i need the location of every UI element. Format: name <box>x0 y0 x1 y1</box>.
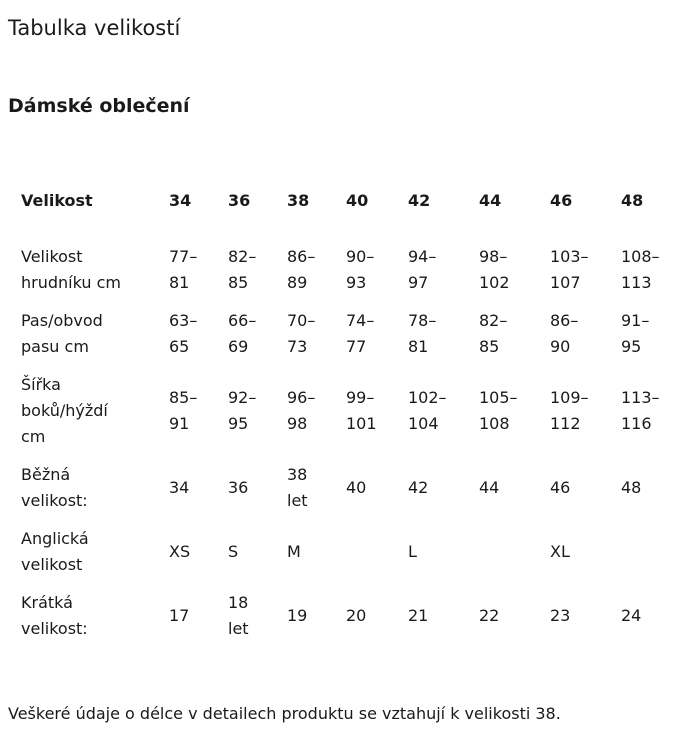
row-label: Velikost hrudníku cm <box>21 247 121 292</box>
table-cell: 38 let <box>287 465 308 510</box>
table-cell: M <box>287 542 301 561</box>
row-label: Šířka boků/hýždí cm <box>21 375 108 446</box>
table-cell: 82– 85 <box>228 247 257 292</box>
table-cell: 20 <box>346 606 367 625</box>
table-cell: 22 <box>479 606 500 625</box>
row-label: Pas/obvod pasu cm <box>21 311 103 356</box>
table-cell: 23 <box>550 606 571 625</box>
table-cell: 102– 104 <box>408 388 447 433</box>
header-size: 38 <box>287 191 310 210</box>
table-cell: 74– 77 <box>346 311 375 356</box>
table-cell: 19 <box>287 606 308 625</box>
table-cell: 103– 107 <box>550 247 589 292</box>
table-cell: 78– 81 <box>408 311 437 356</box>
table-header-row <box>8 176 691 238</box>
table-cell: 36 <box>228 478 249 497</box>
row-label: Běžná velikost: <box>21 465 88 510</box>
table-cell: 86– 89 <box>287 247 316 292</box>
table-row <box>8 302 691 366</box>
table-cell: 105– 108 <box>479 388 518 433</box>
table-cell: 108– 113 <box>621 247 660 292</box>
table-cell <box>621 520 691 584</box>
header-size: 42 <box>408 191 431 210</box>
footnote: Veškeré údaje o délce v detailech produktu se vztahují k velikosti 38. <box>8 704 561 723</box>
table-cell: 92– 95 <box>228 388 257 433</box>
row-label: Anglická velikost <box>21 529 89 574</box>
size-chart-table <box>8 176 691 648</box>
table-cell: 94– 97 <box>408 247 437 292</box>
table-cell: 18 let <box>228 593 249 638</box>
table-cell: 34 <box>169 478 190 497</box>
header-size: 40 <box>346 191 369 210</box>
header-size: 36 <box>228 191 251 210</box>
table-cell: 40 <box>346 478 367 497</box>
table-cell: 70– 73 <box>287 311 316 356</box>
table-cell: 24 <box>621 606 642 625</box>
table-cell <box>346 520 408 584</box>
table-cell: 77– 81 <box>169 247 198 292</box>
table-row <box>8 238 691 302</box>
table-row <box>8 520 691 584</box>
table-row <box>8 366 691 456</box>
table-cell: XS <box>169 542 191 561</box>
header-label: Velikost <box>21 191 93 210</box>
table-cell: 90– 93 <box>346 247 375 292</box>
table-cell: XL <box>550 542 570 561</box>
table-cell: 46 <box>550 478 571 497</box>
table-cell <box>479 520 550 584</box>
header-size: 34 <box>169 191 192 210</box>
table-cell: 63– 65 <box>169 311 198 356</box>
table-cell: 17 <box>169 606 190 625</box>
table-cell: 82– 85 <box>479 311 508 356</box>
table-cell: 21 <box>408 606 429 625</box>
table-cell: 96– 98 <box>287 388 316 433</box>
header-size: 48 <box>621 191 644 210</box>
table-row <box>8 456 691 520</box>
table-cell: 66– 69 <box>228 311 257 356</box>
header-size: 46 <box>550 191 573 210</box>
table-cell: 85– 91 <box>169 388 198 433</box>
table-cell: 48 <box>621 478 642 497</box>
table-cell: 42 <box>408 478 429 497</box>
table-cell: 86– 90 <box>550 311 579 356</box>
table-cell: 44 <box>479 478 500 497</box>
table-cell: 99– 101 <box>346 388 377 433</box>
table-row <box>8 584 691 648</box>
table-cell: 113– 116 <box>621 388 660 433</box>
page-title: Tabulka velikostí <box>8 16 181 40</box>
section-heading: Dámské oblečení <box>8 95 190 117</box>
table-cell: 98– 102 <box>479 247 510 292</box>
row-label: Krátká velikost: <box>21 593 88 638</box>
table-cell: 91– 95 <box>621 311 650 356</box>
header-size: 44 <box>479 191 502 210</box>
table-cell: S <box>228 542 239 561</box>
table-cell: 109– 112 <box>550 388 589 433</box>
table-cell: L <box>408 542 417 561</box>
